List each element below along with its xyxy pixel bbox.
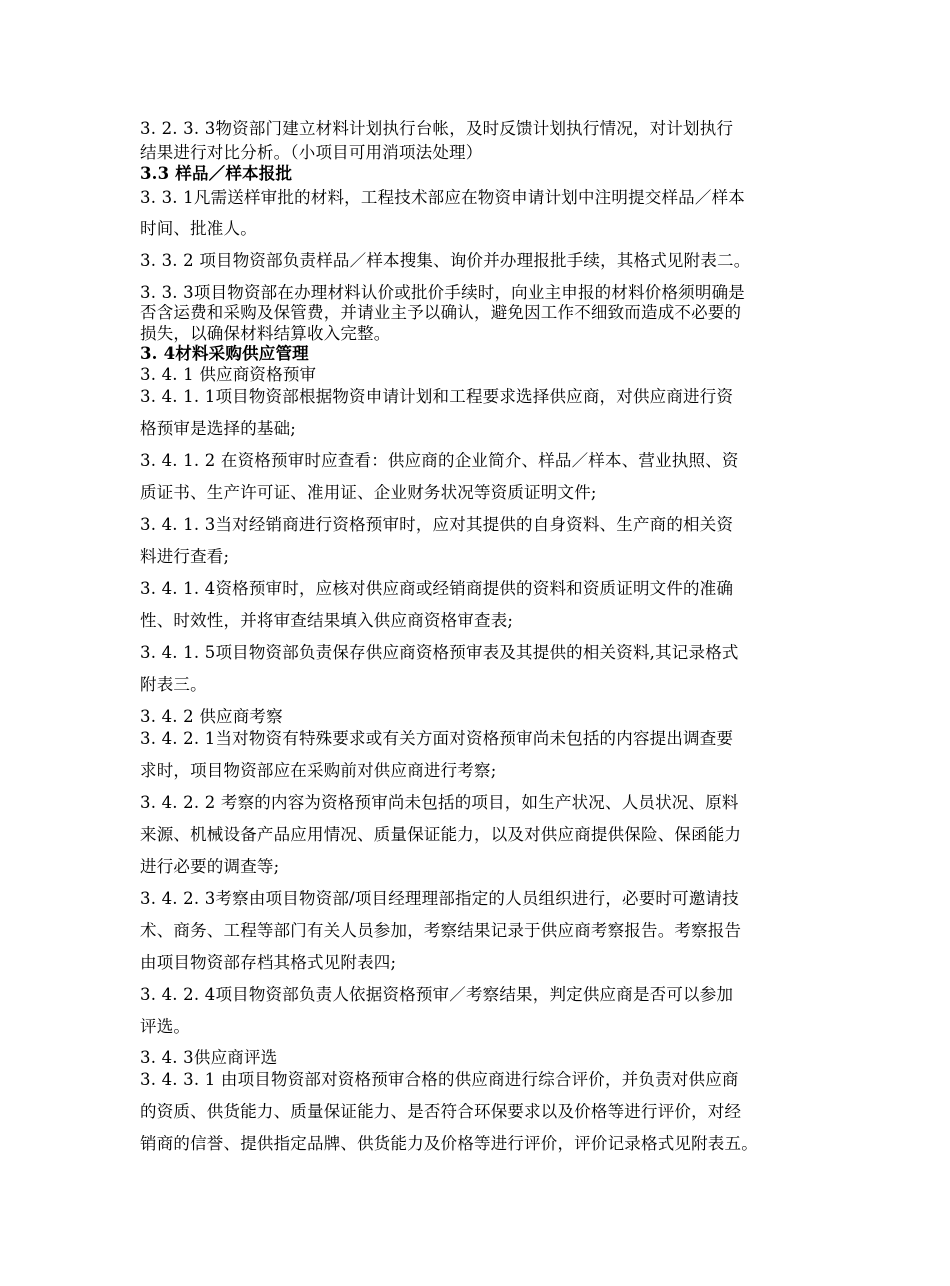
text-line: 3. 4. 1. 3当对经销商进行资格预审时，应对其提供的自身资料、生产商的相关资 xyxy=(140,515,734,534)
text-line: 3. 3. 2 项目物资部负责样品／样本搜集、询价并办理报批手续，其格式见附表二。 xyxy=(140,251,751,270)
text-line: 评选。 xyxy=(140,1017,191,1036)
text-line: 结果进行对比分析。（小项目可用消项法处理） xyxy=(140,143,483,162)
text-line: 销商的信誉、提供指定品牌、供货能力及价格等进行评价，评价记录格式见附表五。 xyxy=(140,1134,758,1153)
text-line: 性、时效性，并将审查结果填入供应商资格审查表; xyxy=(140,611,514,630)
text-line: 3. 4. 2. 2 考察的内容为资格预审尚未包括的项目，如生产状况、人员状况、原料 xyxy=(140,793,739,812)
text-line: 格预审是选择的基础; xyxy=(140,419,297,438)
text-line: 来源、机械设备产品应用情况、质量保证能力，以及对供应商提供保险、保函能力 xyxy=(140,825,742,844)
text-line: 附表三。 xyxy=(140,675,207,694)
text-line: 3. 4. 1 供应商资格预审 xyxy=(140,365,317,384)
text-line: 3. 4. 2. 4项目物资部负责人依据资格预审／考察结果，判定供应商是否可以参加 xyxy=(140,985,734,1004)
text-line: 3. 4. 1. 2 在资格预审时应查看：供应商的企业简介、样品／样本、营业执照、资 xyxy=(140,451,739,470)
text-line: 进行必要的调查等; xyxy=(140,857,280,876)
text-line: 损失，以确保材料结算收入完整。 xyxy=(140,324,391,343)
text-line: 否含运费和采购及保管费，并请业主予以确认，避免因工作不细致而造成不必要的 xyxy=(140,303,742,322)
text-line: 3. 3. 3项目物资部在办理材料认价或批价手续时，向业主申报的材料价格须明确是 xyxy=(140,283,745,302)
text-line: 3. 4. 2. 3考察由项目物资部/项目经理理部指定的人员组织进行，必要时可邀请技 xyxy=(140,889,739,908)
text-line: 3. 2. 3. 3物资部门建立材料计划执行台帐，及时反馈计划执行情况，对计划执行 xyxy=(140,119,734,138)
text-line: 3. 4. 2. 1当对物资有特殊要求或有关方面对资格预审尚未包括的内容提出调查要 xyxy=(140,729,734,748)
section-heading: 3. 4材料采购供应管理 xyxy=(140,344,309,363)
text-line: 3. 4. 3供应商评选 xyxy=(140,1048,278,1067)
text-line: 术、商务、工程等部门有关人员参加，考察结果记录于供应商考察报告。考察报告 xyxy=(140,921,742,940)
text-line: 质证书、生产许可证、准用证、企业财务状况等资质证明文件; xyxy=(140,483,597,502)
section-heading: 3.3 样品／样本报批 xyxy=(140,164,293,183)
text-line: 3. 4. 1. 4资格预审时，应核对供应商或经销商提供的资料和资质证明文件的准确 xyxy=(140,579,734,598)
text-line: 3. 4. 2 供应商考察 xyxy=(140,707,283,726)
text-line: 时间、批准人。 xyxy=(140,219,257,238)
text-line: 料进行查看; xyxy=(140,547,230,566)
text-line: 由项目物资部存档其格式见附表四; xyxy=(140,953,397,972)
text-line: 3. 3. 1凡需送样审批的材料，工程技术部应在物资申请计划中注明提交样品／样本 xyxy=(140,188,745,207)
text-line: 求时，项目物资部应在采购前对供应商进行考察; xyxy=(140,761,497,780)
text-line: 的资质、供货能力、质量保证能力、是否符合环保要求以及价格等进行评价，对经 xyxy=(140,1102,742,1121)
text-line: 3. 4. 1. 5项目物资部负责保存供应商资格预审表及其提供的相关资料,其记录格式 xyxy=(140,643,739,662)
text-line: 3. 4. 3. 1 由项目物资部对资格预审合格的供应商进行综合评价，并负责对供应商 xyxy=(140,1070,739,1089)
text-line: 3. 4. 1. 1项目物资部根据物资申请计划和工程要求选择供应商，对供应商进行资 xyxy=(140,387,734,406)
